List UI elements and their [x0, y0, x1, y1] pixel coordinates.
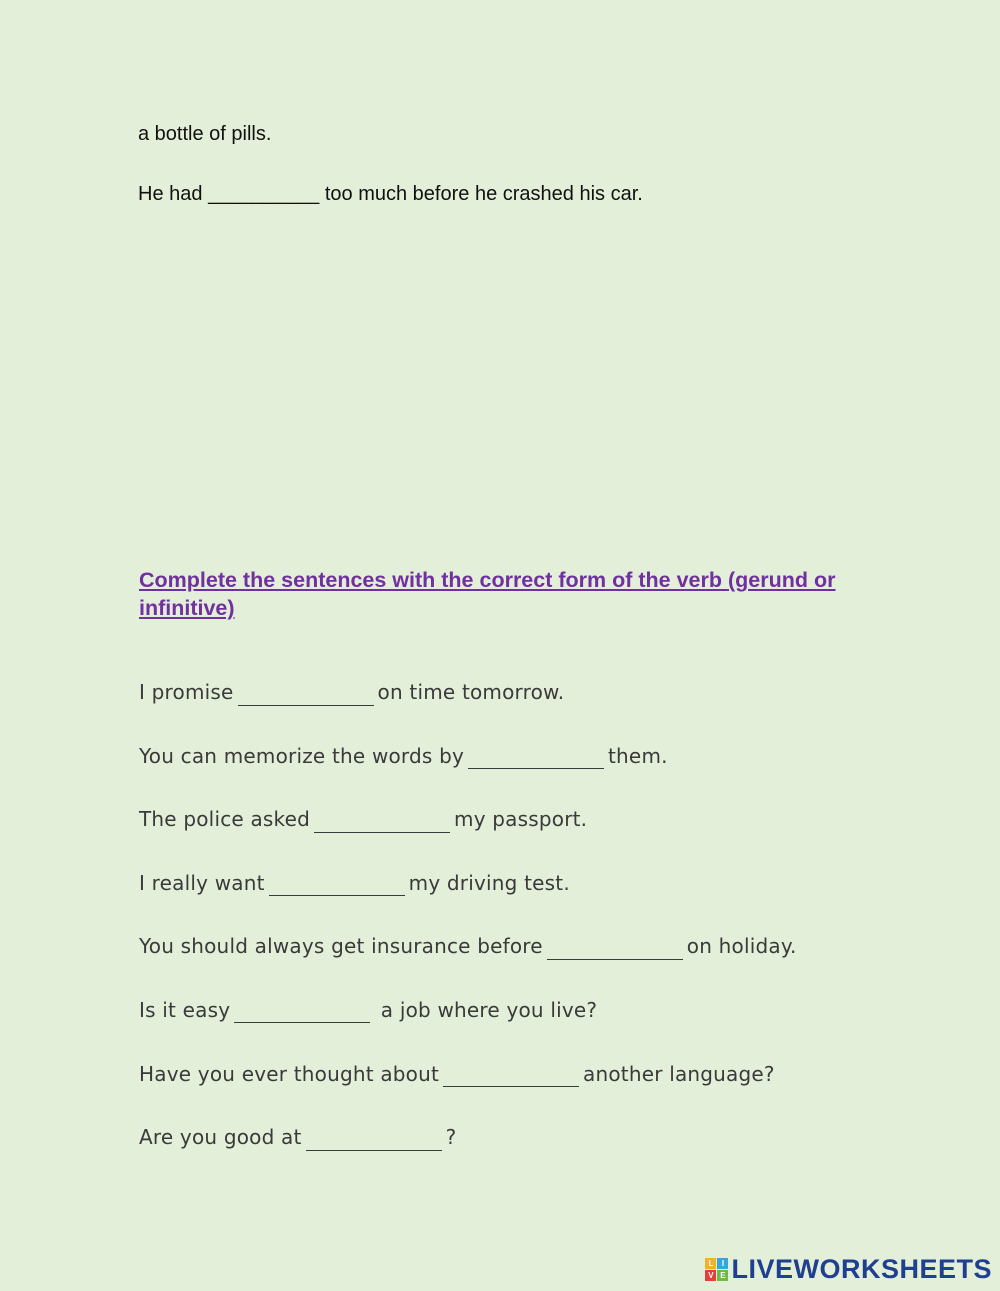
sentence-before: The police asked — [139, 807, 311, 832]
previous-sentence-blank: __________ — [208, 183, 320, 205]
logo-mark-letter: L — [705, 1258, 716, 1269]
sentence-after: ? — [445, 1125, 457, 1150]
sentence-6 — [139, 994, 939, 1058]
logo-mark-letter: I — [717, 1258, 728, 1269]
sentence-before: You should always get insurance before — [139, 934, 543, 959]
answer-blank-4[interactable] — [269, 875, 405, 896]
sentence-before: I really want — [139, 870, 265, 895]
sentence-7 — [139, 1058, 939, 1122]
previous-sentence-end: a bottle of pills. — [138, 123, 272, 145]
sentence-3 — [139, 803, 939, 867]
sentence-after: my driving test. — [408, 870, 570, 895]
answer-blank-8[interactable] — [306, 1130, 442, 1151]
sentence-after: my passport. — [454, 807, 588, 832]
sentence-2 — [139, 740, 939, 804]
logo-mark-letter: V — [705, 1270, 716, 1281]
sentence-before: Are you good at — [139, 1125, 302, 1150]
previous-sentence-after: too much before he crashed his car. — [324, 183, 643, 205]
answer-blank-6[interactable] — [234, 1002, 370, 1023]
sentence-5 — [139, 930, 939, 994]
answer-blank-7[interactable] — [443, 1066, 579, 1087]
exercise-heading: Complete the sentences with the correct form of the verb (gerund or infinitive) — [139, 568, 836, 620]
previous-sentence-before: He had — [138, 183, 203, 205]
logo-mark-letter: E — [717, 1270, 728, 1281]
logo-text: LIVEWORKSHEETS — [731, 1254, 992, 1284]
answer-blank-3[interactable] — [314, 812, 450, 833]
sentence-list — [139, 676, 939, 1185]
answer-blank-1[interactable] — [238, 685, 374, 706]
answer-blank-2[interactable] — [468, 748, 604, 769]
sentence-before: I promise — [139, 680, 234, 704]
sentence-after: a job where you live? — [374, 997, 598, 1022]
sentence-before: You can memorize the words by — [139, 743, 465, 768]
previous-sentence — [138, 183, 643, 206]
sentence-8 — [139, 1121, 939, 1185]
sentence-after: them. — [608, 743, 668, 768]
sentence-before: Have you ever thought about — [139, 1061, 440, 1086]
answer-blank-5[interactable] — [547, 939, 683, 960]
logo-mark-icon — [705, 1258, 728, 1281]
sentence-after: on time tomorrow. — [377, 680, 565, 704]
sentence-before: Is it easy — [139, 997, 231, 1022]
sentence-4 — [139, 867, 939, 931]
sentence-after: on holiday. — [686, 934, 797, 959]
sentence-1 — [139, 676, 939, 740]
liveworksheets-logo — [705, 1254, 992, 1285]
sentence-after: another language? — [583, 1061, 775, 1086]
